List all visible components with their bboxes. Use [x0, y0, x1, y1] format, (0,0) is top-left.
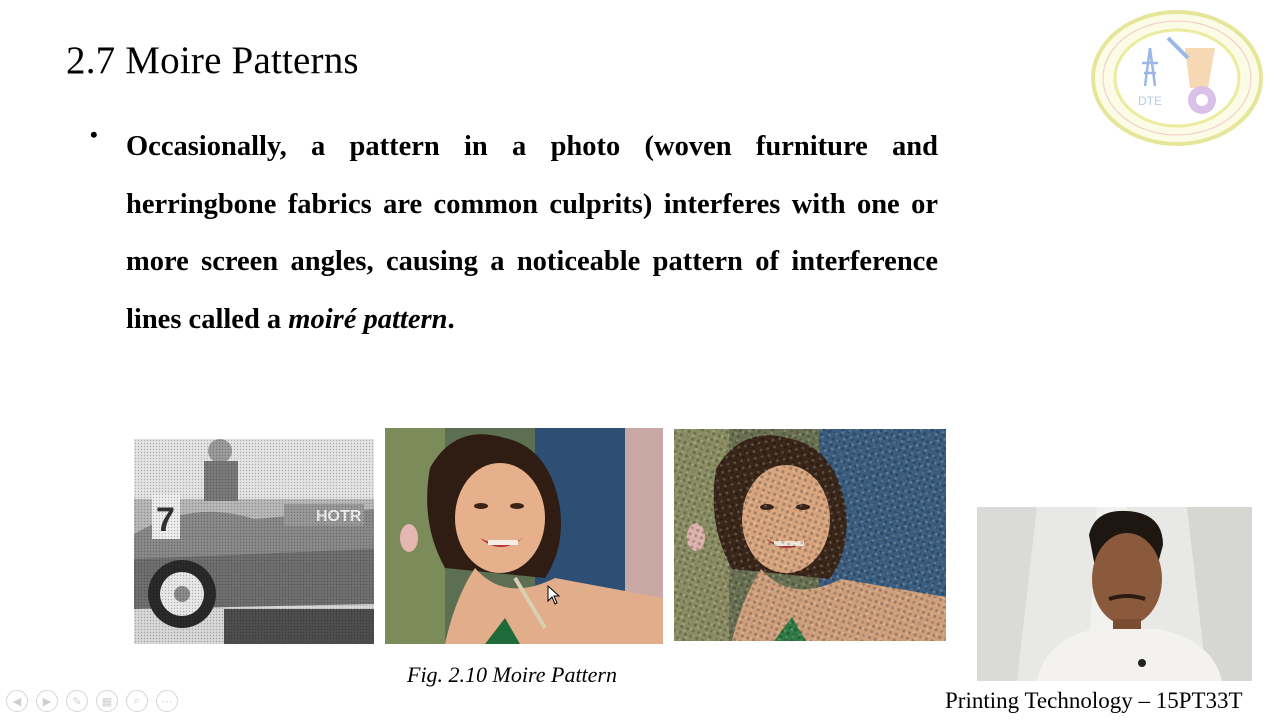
next-slide-icon[interactable]: ▶	[36, 690, 58, 712]
bullet-dot: •	[90, 122, 98, 147]
slides-grid-icon[interactable]: ▦	[96, 690, 118, 712]
logo-label: DTE	[1138, 94, 1162, 108]
woman-portrait-moire-photo	[674, 429, 946, 641]
dte-emblem-logo	[1090, 8, 1265, 148]
woman-portrait-photo	[385, 428, 663, 644]
boy-in-race-car-photo	[134, 439, 374, 644]
mouse-cursor-icon	[547, 585, 561, 610]
slide-title: 2.7 Moire Patterns	[66, 39, 359, 82]
bullet-text-emphasis: moiré pattern	[288, 303, 448, 335]
bullet-text	[126, 118, 938, 348]
bullet-point	[90, 118, 940, 348]
zoom-icon[interactable]: ⌕	[126, 690, 148, 712]
bullet-text-end: .	[447, 303, 455, 335]
figure-caption: Fig. 2.10 Moire Pattern	[407, 662, 617, 687]
pen-icon[interactable]: ✎	[66, 690, 88, 712]
bullet-text-main: Occasionally, a pattern in a photo (woven furniture and herringbone fabrics are common culprits) interferes with one or more screen angles, causing a noticeable pattern of interference lines called a	[126, 131, 938, 335]
slideshow-controls	[6, 690, 178, 712]
more-options-icon[interactable]: ⋯	[156, 690, 178, 712]
presenter-webcam-video	[977, 507, 1252, 681]
course-footer: Printing Technology – 15PT33T	[945, 688, 1243, 713]
previous-slide-icon[interactable]: ◀	[6, 690, 28, 712]
